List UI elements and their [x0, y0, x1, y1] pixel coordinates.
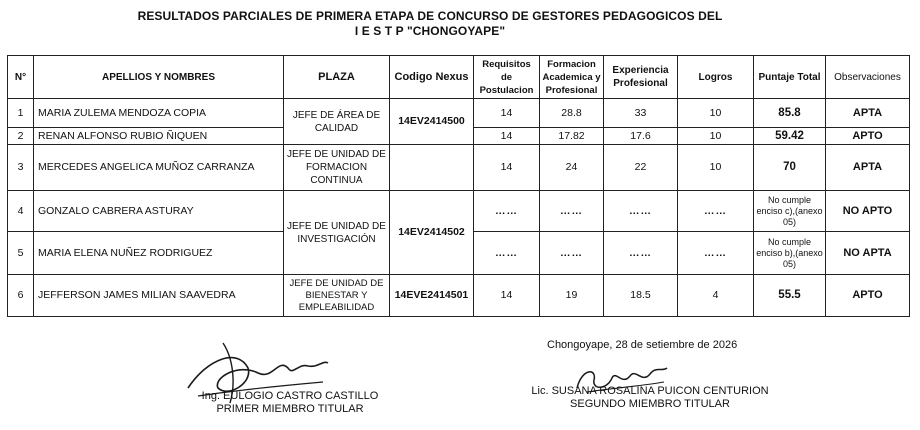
- row-obs: APTA: [826, 99, 910, 128]
- row-code: [390, 145, 474, 191]
- document-title-line1: RESULTADOS PARCIALES DE PRIMERA ETAPA DE CONCURSO DE GESTORES PEDAGOGICOS DEL: [137, 9, 723, 23]
- row-plaza: JEFE DE ÁREA DE CALIDAD: [284, 99, 390, 145]
- row-logros: 10: [678, 128, 754, 145]
- row-logros: ……: [678, 191, 754, 232]
- row-total: 59.42: [754, 128, 826, 145]
- col-header-code: Codigo Nexus: [390, 56, 474, 99]
- row-plaza: JEFE DE UNIDAD DE FORMACION CONTINUA: [284, 145, 390, 191]
- col-header-name: APELLIOS Y NOMBRES: [34, 56, 284, 99]
- signer-1: [195, 390, 385, 416]
- signer-2: [515, 385, 785, 411]
- row-exp: 18.5: [604, 275, 678, 317]
- row-exp: 22: [604, 145, 678, 191]
- row-exp: 17.6: [604, 128, 678, 145]
- col-header-exp: Experiencia Profesional: [604, 56, 678, 99]
- table-row: [8, 99, 910, 128]
- row-total: 70: [754, 145, 826, 191]
- row-obs: APTA: [826, 145, 910, 191]
- row-exp: 33: [604, 99, 678, 128]
- row-name: RENAN ALFONSO RUBIO ÑIQUEN: [34, 128, 284, 145]
- row-name: MARIA ELENA NUÑEZ RODRIGUEZ: [34, 232, 284, 275]
- col-header-plaza: PLAZA: [284, 56, 390, 99]
- row-total: No cumple enciso c),(anexo 05): [754, 191, 826, 232]
- row-plaza: JEFE DE UNIDAD DE INVESTIGACIÓN: [284, 191, 390, 275]
- row-req: 14: [474, 145, 540, 191]
- results-table: [7, 55, 910, 317]
- row-form: ……: [540, 191, 604, 232]
- signer-2-name: Lic. SUSANA ROSALINA PUICON CENTURION: [531, 385, 769, 397]
- row-req: ……: [474, 191, 540, 232]
- row-total: No cumple enciso b),(anexo 05): [754, 232, 826, 275]
- row-obs: APTO: [826, 128, 910, 145]
- row-obs: APTO: [826, 275, 910, 317]
- row-form: 19: [540, 275, 604, 317]
- row-req: 14: [474, 275, 540, 317]
- signer-1-name: Ing. EULOGIO CASTRO CASTILLO: [201, 390, 379, 402]
- col-header-num: N°: [8, 56, 34, 99]
- row-exp: ……: [604, 191, 678, 232]
- row-req: 14: [474, 128, 540, 145]
- table-row: [8, 145, 910, 191]
- row-form: ……: [540, 232, 604, 275]
- row-num: 4: [8, 191, 34, 232]
- row-logros: 10: [678, 145, 754, 191]
- row-name: MARIA ZULEMA MENDOZA COPIA: [34, 99, 284, 128]
- row-total: 55.5: [754, 275, 826, 317]
- row-obs: NO APTA: [826, 232, 910, 275]
- row-name: GONZALO CABRERA ASTURAY: [34, 191, 284, 232]
- row-form: 24: [540, 145, 604, 191]
- row-code: 14EV2414502: [390, 191, 474, 275]
- row-form: 28.8: [540, 99, 604, 128]
- row-code: 14EV2414500: [390, 99, 474, 145]
- row-logros: 10: [678, 99, 754, 128]
- row-num: 2: [8, 128, 34, 145]
- row-req: ……: [474, 232, 540, 275]
- table-row: [8, 275, 910, 317]
- table-header-row: [8, 56, 910, 99]
- row-exp: ……: [604, 232, 678, 275]
- row-logros: 4: [678, 275, 754, 317]
- row-name: JEFFERSON JAMES MILIAN SAAVEDRA: [34, 275, 284, 317]
- row-name: MERCEDES ANGELICA MUÑOZ CARRANZA: [34, 145, 284, 191]
- signer-1-role: PRIMER MIEMBRO TITULAR: [216, 403, 364, 415]
- table-row: [8, 191, 910, 232]
- row-code: 14EVE2414501: [390, 275, 474, 317]
- document-title-line2: I E S T P "CHONGOYAPE": [354, 24, 506, 38]
- row-total: 85.8: [754, 99, 826, 128]
- signer-2-role: SEGUNDO MIEMBRO TITULAR: [570, 398, 730, 410]
- row-plaza: JEFE DE UNIDAD DE BIENESTAR Y EMPLEABILIDAD: [284, 275, 390, 317]
- row-num: 1: [8, 99, 34, 128]
- row-obs: NO APTO: [826, 191, 910, 232]
- col-header-form: Formacion Academica y Profesional: [540, 56, 604, 99]
- col-header-logros: Logros: [678, 56, 754, 99]
- row-logros: ……: [678, 232, 754, 275]
- col-header-req: Requisitos de Postulacion: [474, 56, 540, 99]
- row-num: 6: [8, 275, 34, 317]
- col-header-total: Puntaje Total: [754, 56, 826, 99]
- row-num: 5: [8, 232, 34, 275]
- row-req: 14: [474, 99, 540, 128]
- col-header-obs: Observaciones: [826, 56, 910, 99]
- document-date: Chongoyape, 28 de setiembre de 2026: [547, 339, 738, 351]
- row-form: 17.82: [540, 128, 604, 145]
- row-num: 3: [8, 145, 34, 191]
